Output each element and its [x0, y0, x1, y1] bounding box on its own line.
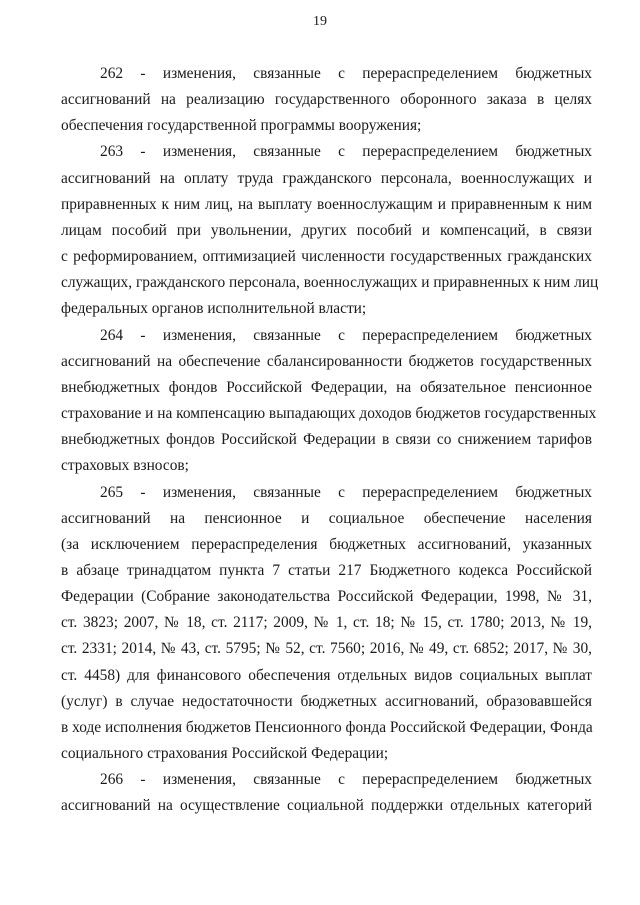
text-line: в ходе исполнения бюджетов Пенсионного фонда Российской Федерации, Фонда: [61, 718, 593, 736]
text-line: 266 - изменения, связанные с перераспределением бюджетных: [100, 771, 592, 789]
text-line: Федерации (Собрание законодательства Российской Федерации, 1998, № 31,: [61, 588, 592, 606]
text-line: ст. 3823; 2007, № 18, ст. 2117; 2009, № 1, ст. 18; № 15, ст. 1780; 2013, № 19,: [61, 614, 592, 632]
text-line: с реформированием, оптимизацией численности государственных гражданских: [61, 248, 592, 266]
text-line: ст. 4458) для финансового обеспечения отдельных видов социальных выплат: [61, 666, 592, 684]
text-line: ст. 2331; 2014, № 43, ст. 5795; № 52, ст. 7560; 2016, № 49, ст. 6852; 2017, № 30,: [61, 640, 592, 658]
text-line: ассигнований на обеспечение сбалансированности бюджетов государственных: [61, 352, 592, 370]
text-line: внебюджетных фондов Российской Федерации в связи со снижением тарифов: [61, 431, 592, 449]
text-line: ассигнований на реализацию государственного оборонного заказа в целях: [61, 91, 592, 109]
clause-264: [61, 323, 597, 480]
text-line: страхование и на компенсацию выпадающих доходов бюджетов государственных: [61, 405, 597, 423]
text-line: обеспечения государственной программы вооружения;: [61, 117, 422, 135]
text-line: социального страхования Российской Федерации;: [61, 745, 389, 763]
text-line: в абзаце тринадцатом пункта 7 статьи 217 Бюджетного кодекса Российской: [61, 561, 592, 579]
text-line: 265 - изменения, связанные с перераспределением бюджетных: [100, 483, 592, 501]
text-line: ассигнований на оплату труда гражданского персонала, военнослужащих и: [61, 169, 592, 187]
text-line: ассигнований на пенсионное и социальное обеспечение населения: [61, 509, 592, 527]
text-line: (услуг) в случае недостаточности бюджетных ассигнований, образовавшейся: [61, 692, 592, 710]
text-line: ассигнований на осуществление социальной поддержки отдельных категорий: [61, 797, 592, 815]
text-line: страховых взносов;: [61, 457, 189, 475]
clause-266: [61, 767, 592, 819]
text-line: приравненных к ним лиц, на выплату военнослужащим и приравненным к ним: [61, 195, 592, 213]
text-line: служащих, гражданского персонала, военнослужащих и приравненных к ним лиц: [61, 274, 599, 292]
clause-265: [61, 480, 592, 768]
text-line: 262 - изменения, связанные с перераспределением бюджетных: [100, 65, 592, 82]
text-line: лицам пособий при увольнении, других пособий и компенсаций, в связи: [61, 221, 592, 239]
text-line: 263 - изменения, связанные с перераспределением бюджетных: [100, 143, 592, 161]
page-number: 19: [313, 14, 327, 29]
clause-262: [61, 61, 592, 139]
text-line: федеральных органов исполнительной власти;: [61, 300, 367, 318]
document-body: [61, 61, 599, 820]
text-line: внебюджетных фондов Российской Федерации, на обязательное пенсионное: [61, 378, 592, 396]
text-line: (за исключением перераспределения бюджетных ассигнований, указанных: [61, 535, 592, 553]
clause-263: [61, 139, 599, 322]
text-line: 264 - изменения, связанные с перераспределением бюджетных: [100, 326, 592, 344]
